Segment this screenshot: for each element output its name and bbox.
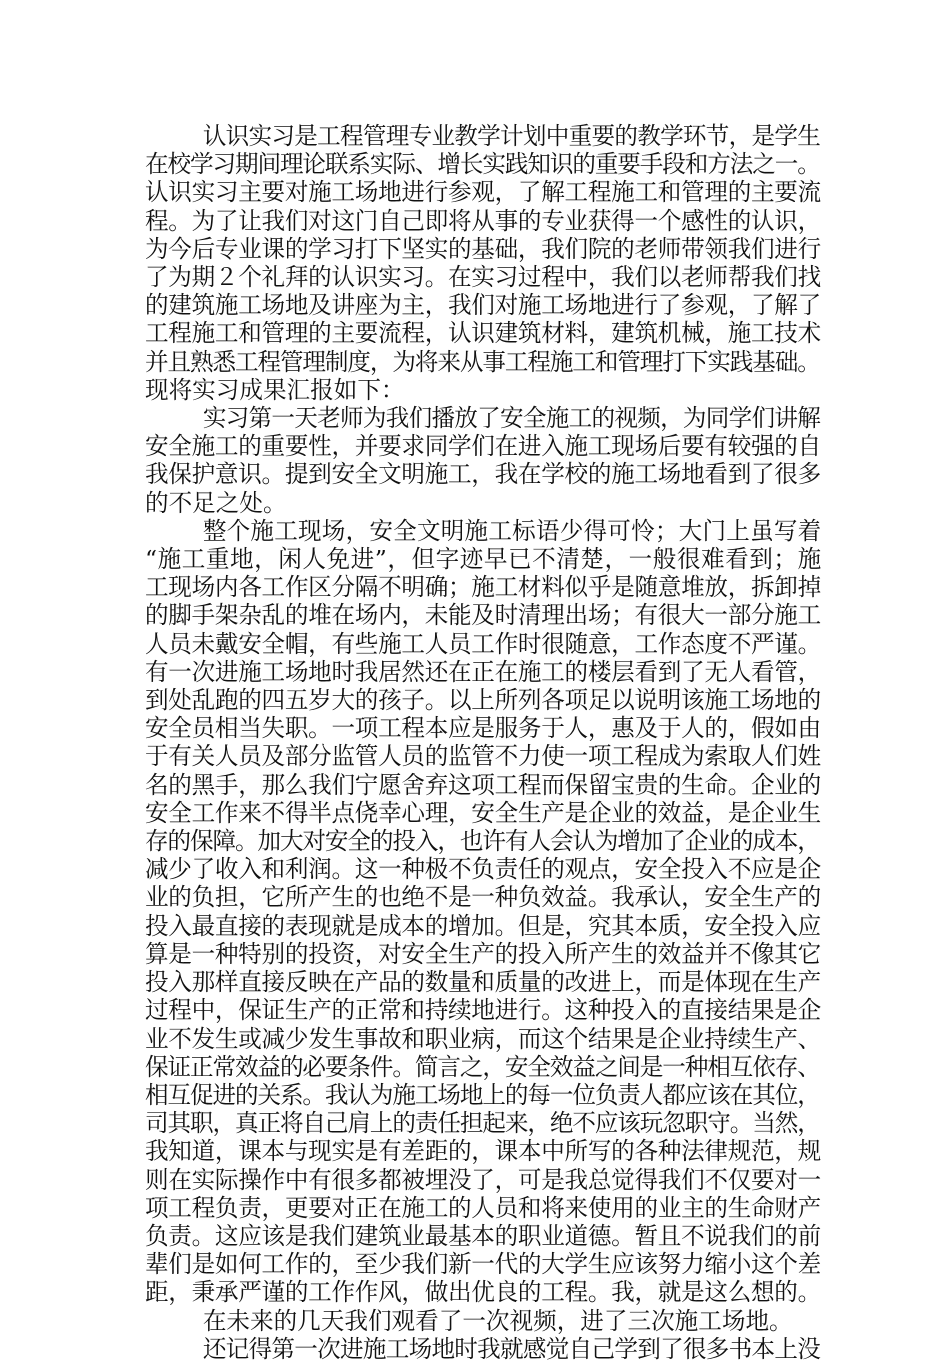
text-line: 有一次进施工场地时我居然还在正在施工的楼层看到了无人看管， [145,657,821,686]
text-line: 为今后专业课的学习打下坚实的基础，我们院的老师带领我们进行 [145,234,821,263]
text-line: 则在实际操作中有很多都被埋没了，可是我总觉得我们不仅要对一 [145,1165,821,1194]
paragraph [145,517,821,1307]
text-line: 认识实习主要对施工场地进行参观，了解工程施工和管理的主要流 [145,178,821,207]
text-line: 于有关人员及部分监管人员的监管不力使一项工程成为索取人们姓 [145,742,821,771]
text-line: 的不足之处。 [145,488,287,517]
text-line: 了为期２个礼拜的认识实习。在实习过程中，我们以老师帮我们找 [145,263,821,292]
text-line: 投入那样直接反映在产品的数量和质量的改进上，而是体现在生产 [145,968,821,997]
text-line: 实习第一天老师为我们播放了安全施工的视频，为同学们讲解 [202,404,821,433]
text-line: 距，秉承严谨的工作作风，做出优良的工程。我，就是这么想的。 [145,1278,821,1307]
text-line: 我知道，课本与现实是有差距的，课本中所写的各种法律规范，规 [145,1137,821,1166]
text-line: 人员未戴安全帽，有些施工人员工作时很随意，工作态度不严谨。 [145,629,821,658]
text-line: 相互促进的关系。我认为施工场地上的每一位负责人都应该在其位， [145,1080,820,1109]
text-line: “施工重地，闲人免进”，但字迹早已不清楚，一般很难看到；施 [145,545,822,574]
text-line: 认识实习是工程管理专业教学计划中重要的教学环节，是学生 [202,122,821,150]
text-line: 安全施工的重要性，并要求同学们在进入施工现场后要有较强的自 [145,432,821,461]
document-body [145,122,821,1363]
text-line: 工程施工和管理的主要流程，认识建筑材料，建筑机械，施工技术 [145,319,821,348]
text-line: 负责。这应该是我们建筑业最基本的职业道德。暂且不说我们的前 [145,1221,821,1250]
text-line: 并且熟悉工程管理制度，为将来从事工程施工和管理打下实践基础。 [145,347,820,376]
text-line: 投入最直接的表现就是成本的增加。但是，究其本质，安全投入应 [145,911,821,940]
text-line: 的建筑施工场地及讲座为主，我们对施工场地进行了参观，了解了 [145,291,821,320]
text-line: 业不发生或减少发生事故和职业病，而这个结果是企业持续生产、 [145,1024,821,1053]
paragraph [145,1335,821,1363]
text-line: 在未来的几天我们观看了一次视频，进了三次施工场地。 [202,1306,793,1335]
text-line: 的脚手架杂乱的堆在场内，未能及时清理出场；有很大一部分施工 [145,601,821,630]
text-line: 现将实习成果汇报如下： [145,375,405,404]
text-line: 算是一种特别的投资，对安全生产的投入所产生的效益并不像其它 [145,939,821,968]
text-line: 在校学习期间理论联系实际、增长实践知识的重要手段和方法之一。 [145,150,820,179]
text-line: 程。为了让我们对这门自己即将从事的专业获得一个感性的认识， [145,206,821,235]
text-line: 到处乱跑的四五岁大的孩子。以上所列各项足以说明该施工场地的 [145,686,821,715]
text-line: 工现场内各工作区分隔不明确；施工材料似乎是随意堆放，拆卸掉 [145,573,821,602]
text-line: 保证正常效益的必要条件。简言之，安全效益之间是一种相互依存、 [145,1052,820,1081]
text-line: 业的负担，它所产生的也绝不是一种负效益。我承认，安全生产的 [145,883,821,912]
text-line: 整个施工现场，安全文明施工标语少得可怜；大门上虽写着 [202,516,822,545]
text-line: 司其职，真正将自己肩上的责任担起来，绝不应该玩忽职守。当然， [145,1109,820,1138]
paragraph [145,404,821,517]
text-line: 还记得第一次进施工场地时我就感觉自己学到了很多书本上没 [202,1334,821,1363]
text-line: 项工程负责，更要对正在施工的人员和将来使用的业主的生命财产 [145,1193,821,1222]
text-line: 辈们是如何工作的，至少我们新一代的大学生应该努力缩小这个差 [145,1250,821,1279]
text-line: 我保护意识。提到安全文明施工，我在学校的施工场地看到了很多 [145,460,821,489]
text-line: 名的黑手，那么我们宁愿舍弃这项工程而保留宝贵的生命。企业的 [145,770,821,799]
text-line: 存的保障。加大对安全的投入，也许有人会认为增加了企业的成本， [145,827,820,856]
text-line: 过程中，保证生产的正常和持续地进行。这种投入的直接结果是企 [145,996,821,1025]
text-line: 安全员相当失职。一项工程本应是服务于人，惠及于人的，假如由 [145,714,821,743]
paragraph [145,1307,821,1335]
paragraph [145,122,821,404]
text-line: 安全工作来不得半点侥幸心理，安全生产是企业的效益，是企业生 [145,798,821,827]
text-line: 减少了收入和利润。这一种极不负责任的观点，安全投入不应是企 [145,855,821,884]
